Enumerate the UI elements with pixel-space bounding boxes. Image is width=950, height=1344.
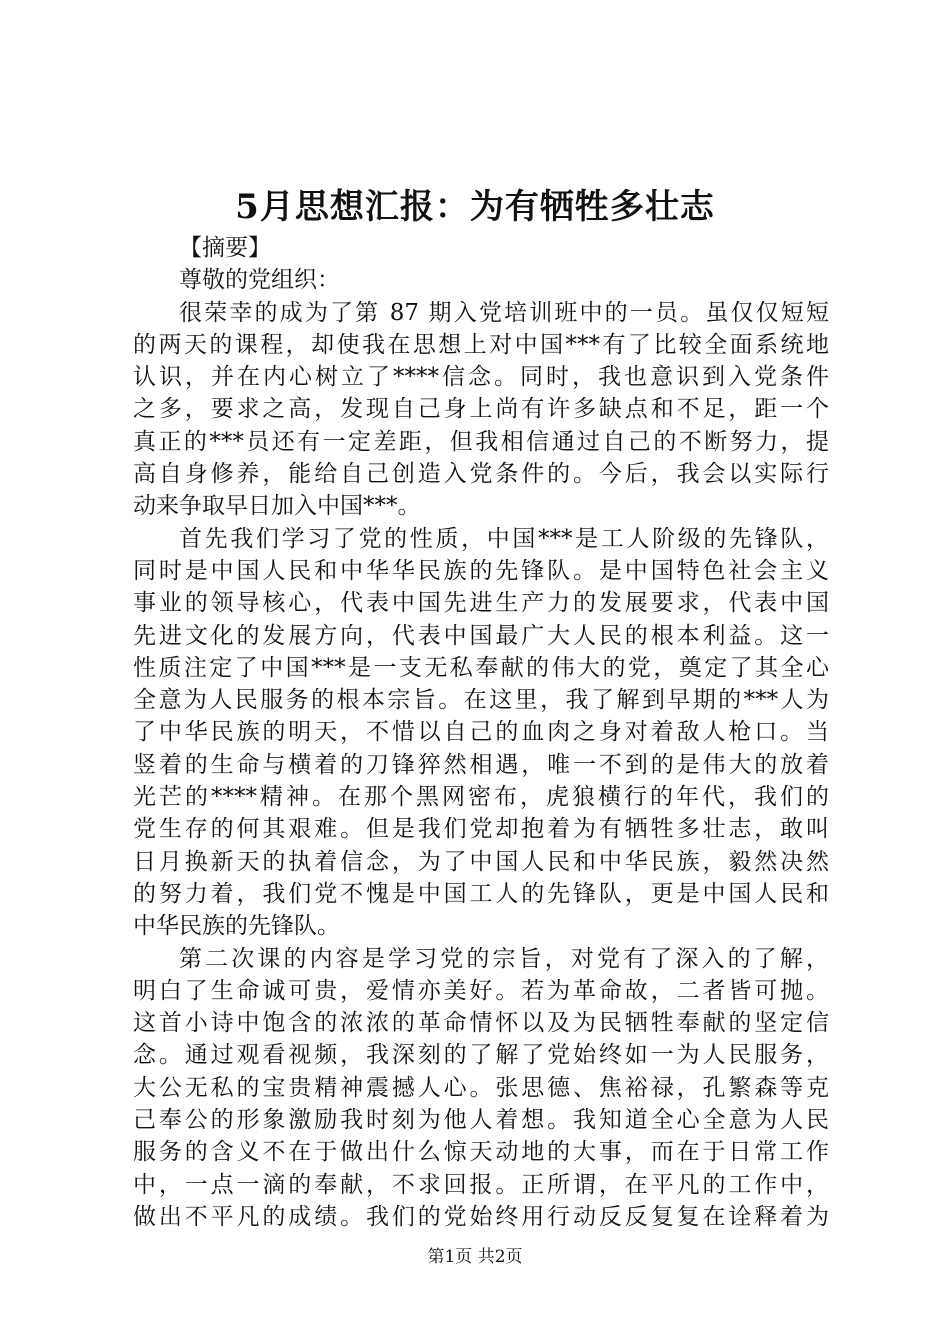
paragraph-line: 之多，要求之高，发现自己身上尚有许多缺点和不足，距一个 (133, 396, 829, 423)
paragraph (133, 297, 829, 523)
paragraph-line: 性质注定了中国***是一支无私奉献的伟大的党，奠定了其全心 (133, 654, 829, 681)
paragraph-line: 服务的含义不在于做出什么惊天动地的大事，而在于日常工作 (133, 1139, 829, 1166)
paragraph-line: 竖着的生命与横着的刀锋猝然相遇，唯一不到的是伟大的放着 (133, 751, 829, 778)
salutation: 尊敬的党组织： (179, 267, 340, 294)
paragraph-line: 的努力着，我们党不愧是中国工人的先锋队，更是中国人民和 (133, 880, 829, 907)
paragraph-line: 很荣幸的成为了第 87 期入党培训班中的一员。虽仅仅短短 (179, 299, 829, 326)
document-body (133, 232, 829, 1233)
paragraph-line: 党生存的何其艰难。但是我们党却抱着为有牺牲多壮志，敢叫 (133, 816, 829, 843)
paragraph-line: 事业的领导核心，代表中国先进生产力的发展要求，代表中国 (133, 590, 829, 617)
paragraph-line: 中华民族的先锋队。 (133, 913, 340, 940)
paragraph-line: 己奉公的形象激励我时刻为他人着想。我知道全心全意为人民 (133, 1107, 829, 1134)
paragraph-line: 第二次课的内容是学习党的宗旨，对党有了深入的了解， (179, 945, 829, 972)
paragraph-line: 念。通过观看视频，我深刻的了解了党始终如一为人民服务， (133, 1042, 829, 1069)
paragraph-line: 动来争取早日加入中国***。 (133, 493, 421, 520)
paragraph-line: 中，一点一滴的奉献，不求回报。正所谓，在平凡的工作中， (133, 1171, 829, 1198)
paragraph (133, 523, 829, 943)
paragraph-line: 先进文化的发展方向，代表中国最广大人民的根本利益。这一 (133, 622, 829, 649)
paragraph-line: 全意为人民服务的根本宗旨。在这里，我了解到早期的***人为 (133, 687, 829, 714)
paragraph-line: 的两天的课程，却使我在思想上对中国***有了比较全面系统地 (133, 331, 829, 358)
paragraph-line: 首先我们学习了党的性质，中国***是工人阶级的先锋队， (179, 525, 829, 552)
abstract-label: 【摘要】 (179, 235, 271, 261)
paragraph-line: 日月换新天的执着信念，为了中国人民和中华民族，毅然决然 (133, 848, 829, 875)
paragraph-line: 认识，并在内心树立了****信念。同时，我也意识到入党条件 (133, 364, 829, 391)
paragraph-line: 做出不平凡的成绩。我们的党始终用行动反反复复在诠释着为 (133, 1203, 829, 1230)
page-footer: 第1页 共2页 (427, 1247, 523, 1267)
paragraph-line: 了中华民族的明天，不惜以自己的血肉之身对着敌人枪口。当 (133, 719, 829, 746)
paragraph-line: 真正的***员还有一定差距，但我相信通过自己的不断努力，提 (133, 428, 829, 455)
paragraph-list (133, 297, 829, 1234)
paragraph-line: 光芒的****精神。在那个黑网密布，虎狼横行的年代，我们的 (133, 784, 829, 811)
paragraph-line: 高自身修养，能给自己创造入党条件的。今后，我会以实际行 (133, 461, 829, 488)
document-title: 5月思想汇报：为有牺牲多壮志 (235, 187, 715, 227)
paragraph (133, 943, 829, 1234)
paragraph-line: 同时是中国人民和中华华民族的先锋队。是中国特色社会主义 (133, 557, 829, 584)
paragraph-line: 这首小诗中饱含的浓浓的革命情怀以及为民牺牲奉献的坚定信 (133, 1010, 829, 1037)
paragraph-line: 大公无私的宝贵精神震撼人心。张思德、焦裕禄，孔繁森等克 (133, 1074, 829, 1101)
paragraph-line: 明白了生命诚可贵，爱情亦美好。若为革命故，二者皆可抛。 (133, 977, 829, 1004)
